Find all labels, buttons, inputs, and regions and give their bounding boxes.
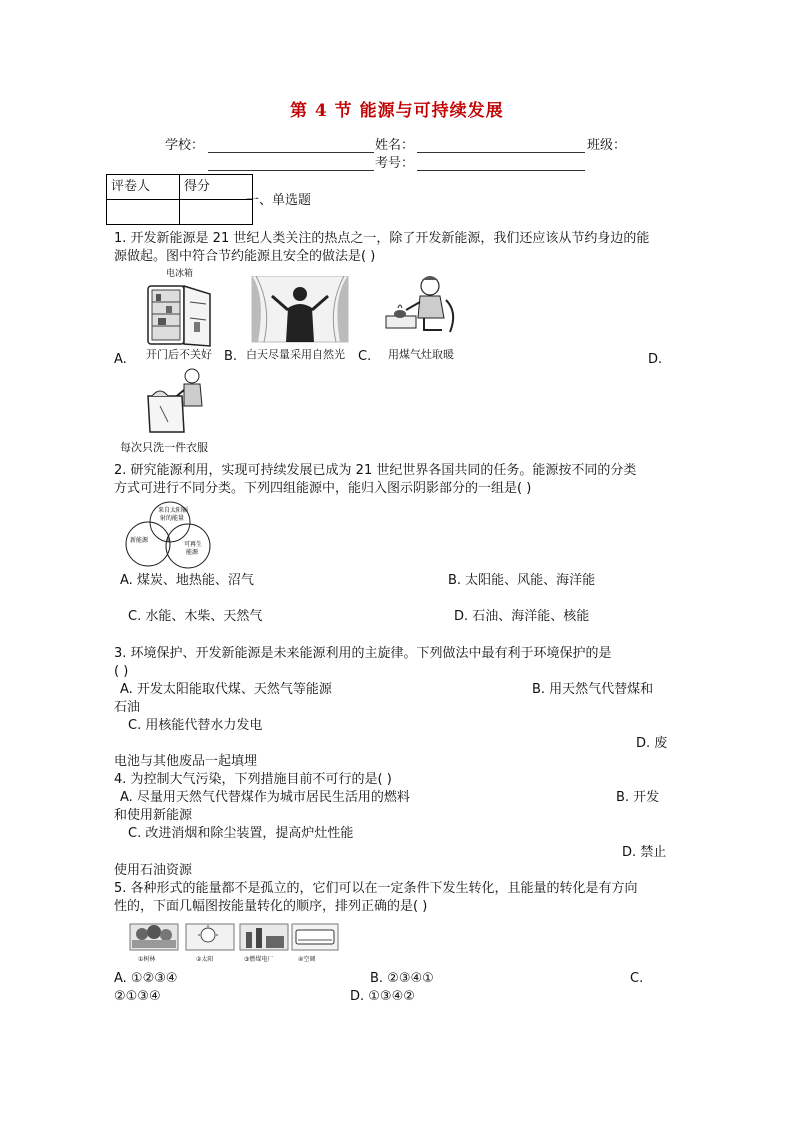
q1-option-d-caption: 每次只洗一件衣服 [120, 441, 208, 454]
forest-icon [130, 924, 178, 950]
q1-option-b-caption: 白天尽量采用自然光 [246, 348, 345, 361]
exam-number-field[interactable] [417, 157, 585, 171]
q3-stem-line1: 3. 环境保护、开发新能源是未来能源利用的主旋律。下列做法中最有利于环境保护的是 [114, 646, 612, 661]
q4-option-c[interactable]: C. 改进消烟和除尘装置，提高炉灶性能 [128, 826, 354, 841]
q5-option-c-cont: ②①③④ [114, 989, 161, 1004]
section-heading: 一、单选题 [246, 193, 312, 208]
q5-option-c[interactable]: C. [630, 971, 644, 986]
venn-left-label: 新能源 [130, 537, 149, 544]
q1-option-c-image [380, 272, 470, 362]
grader-header: 评卷人 [107, 175, 180, 200]
q4-option-b-cont: 和使用新能源 [114, 808, 193, 823]
school-label: 学校： [165, 138, 205, 153]
grader-cell[interactable] [107, 200, 180, 225]
class-label: 班级： [587, 138, 627, 153]
venn-top-label-2: 射的能量 [160, 515, 185, 522]
q1-option-b-image [246, 276, 354, 362]
q2-option-c[interactable]: C. 水能、木柴、天然气 [128, 609, 263, 624]
q4-stem: 4. 为控制大气污染，下列措施目前不可行的是( ) [114, 772, 392, 787]
q2-option-d[interactable]: D. 石油、海洋能、核能 [454, 609, 590, 624]
score-header: 得分 [180, 175, 253, 200]
q2-option-b[interactable]: B. 太阳能、风能、海洋能 [448, 573, 596, 588]
q1-option-b-letter: B. [224, 349, 238, 364]
q2-option-a[interactable]: A. 煤炭、地热能、沼气 [120, 573, 254, 588]
q1-option-a-image [138, 266, 220, 362]
washing-machine-person-icon [138, 366, 218, 436]
air-conditioner-icon [292, 924, 338, 950]
q4-option-b[interactable]: B. 开发 [616, 790, 660, 805]
fridge-label: 电冰箱 [166, 269, 194, 279]
q3-option-b-cont: 石油 [114, 700, 141, 715]
q3-option-a[interactable]: A. 开发太阳能取代煤、天然气等能源 [120, 682, 332, 697]
q5-caption-3: ③燃煤电厂 [244, 956, 274, 963]
q3-option-d-cont: 电池与其他废品一起填埋 [114, 754, 258, 769]
q1-option-d-image [118, 366, 228, 456]
q3-option-c[interactable]: C. 用核能代替水力发电 [128, 718, 263, 733]
q1-option-d-letter: D. [648, 352, 663, 367]
power-plant-icon [240, 924, 288, 950]
q2-stem-line2: 方式可进行不同分类。下列四组能源中，能归入图示阴影部分的一组是( ) [114, 481, 532, 496]
q1-stem-line1: 1. 开发新能源是 21 世纪人类关注的热点之一，除了开发新能源，我们还应该从节约身边的能 [114, 231, 650, 246]
school-field[interactable] [208, 139, 374, 153]
q1-stem-line2: 源做起。图中符合节约能源且安全的做法是( ) [114, 249, 376, 264]
q4-option-d-cont: 使用石油资源 [114, 863, 193, 878]
q5-caption-1: ①树林 [138, 956, 156, 963]
venn-right-label-2: 能源 [186, 549, 199, 556]
q5-caption-2: ②太阳 [196, 956, 214, 963]
q2-venn-diagram [118, 500, 218, 572]
gas-stove-person-icon [380, 272, 466, 340]
name-field[interactable] [417, 139, 585, 153]
name-label: 姓名： [375, 138, 415, 153]
q1-option-a-letter: A. [114, 352, 127, 367]
curtain-window-icon [250, 276, 350, 344]
class-field-blank[interactable] [208, 157, 374, 171]
venn-right-label-1: 可再生 [184, 541, 203, 548]
q4-option-a[interactable]: A. 尽量用天然气代替煤作为城市居民生活用的燃料 [120, 790, 410, 805]
q5-option-b[interactable]: B. ②③④① [370, 971, 434, 986]
q5-caption-4: ④空调 [298, 956, 316, 963]
q5-stem-line2: 性的，下面几幅图按能量转化的顺序，排列正确的是( ) [114, 899, 428, 914]
score-cell[interactable] [180, 200, 253, 225]
exam-number-label: 考号： [375, 156, 415, 171]
sun-icon [186, 924, 234, 950]
q1-option-a-caption: 开门后不关好 [146, 348, 212, 361]
q5-option-a[interactable]: A. ①②③④ [114, 971, 178, 986]
score-box [106, 174, 253, 225]
q3-option-d[interactable]: D. 废 [636, 736, 668, 751]
q3-option-b[interactable]: B. 用天然气代替煤和 [532, 682, 654, 697]
q5-stem-line1: 5. 各种形式的能量都不是孤立的，它们可以在一定条件下发生转化，且能量的转化是有方向 [114, 881, 638, 896]
q4-option-d[interactable]: D. 禁止 [622, 845, 667, 860]
page-title: 第 4 节 能源与可持续发展 [290, 101, 504, 121]
venn-top-label-1: 来自太阳辐 [158, 507, 189, 514]
q2-stem-line1: 2. 研究能源利用，实现可持续发展已成为 21 世纪世界各国共同的任务。能源按不同的分类 [114, 463, 637, 478]
q1-option-c-caption: 用煤气灶取暖 [388, 348, 454, 361]
q1-option-c-letter: C. [358, 349, 372, 364]
q5-option-d[interactable]: D. ①③④② [350, 989, 415, 1004]
q3-stem-line2: ( ) [114, 664, 129, 679]
